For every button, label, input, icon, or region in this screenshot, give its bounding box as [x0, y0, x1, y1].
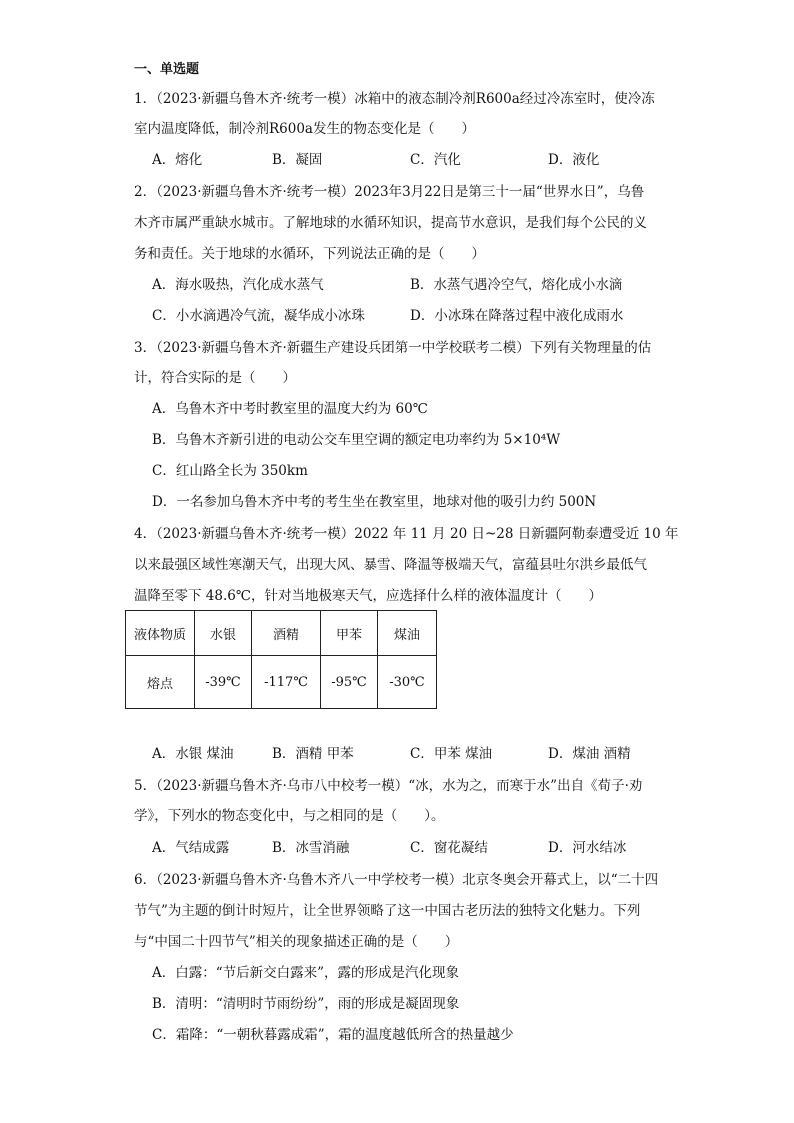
table-header-row	[126, 611, 437, 656]
question-4-line-3: 温降至零下 48.6℃，针对当地极寒天气，应选择什么样的液体温度计（ ）	[134, 588, 602, 604]
q3-option-c[interactable]: C．红山路全长为 350km	[152, 463, 308, 479]
q4-option-c[interactable]: C．甲苯 煤油	[410, 746, 493, 762]
question-4-line-2: 以来最强区域性寒潮天气，出现大风、暴雪、降温等极端天气，富蕴县吐尔洪乡最低气	[134, 557, 647, 573]
q2-option-a[interactable]: A．海水吸热，汽化成水蒸气	[152, 277, 324, 293]
q2-option-b[interactable]: B．水蒸气遇冷空气，熔化成小水滴	[410, 277, 623, 293]
q5-option-b[interactable]: B．冰雪消融	[272, 840, 350, 856]
table-header-cell: 甲苯	[321, 611, 378, 656]
table-header-cell: 酒精	[252, 611, 321, 656]
question-3-line-1: 3．（2023·新疆乌鲁木齐·新疆生产建设兵团第一中学校联考二模）下列有关物理量的估	[134, 340, 652, 356]
q4-option-d[interactable]: D．煤油 酒精	[548, 746, 631, 762]
question-1-line-2: 室内温度降低，制冷剂R600a发生的物态变化是（ ）	[134, 121, 475, 137]
table-header-cell: 液体物质	[126, 611, 195, 656]
q5-option-d[interactable]: D．河水结冰	[548, 840, 627, 856]
q1-option-d[interactable]: D．液化	[548, 152, 600, 168]
table-cell: -39℃	[195, 656, 252, 709]
question-4-line-1: 4．（2023·新疆乌鲁木齐·统考一模）2022 年 11 月 20 日~28 日新疆阿勒泰遭受近 10 年	[134, 526, 679, 542]
table-row	[126, 656, 437, 709]
question-6-line-2: 节气”为主题的倒计时短片，让全世界领略了这一中国古老历法的独特文化魅力。下列	[134, 903, 641, 919]
table-cell: -30℃	[378, 656, 437, 709]
q1-option-b[interactable]: B．凝固	[272, 152, 323, 168]
question-3-line-2: 计，符合实际的是（ ）	[134, 370, 296, 386]
question-2-line-1: 2．（2023·新疆乌鲁木齐·统考一模）2023年3月22日是第三十一届“世界水日”，乌鲁	[134, 184, 645, 200]
q2-option-c[interactable]: C．小水滴遇冷气流，凝华成小冰珠	[152, 308, 365, 324]
q3-option-b[interactable]: B．乌鲁木齐新引进的电动公交车里空调的额定电功率约为 5×10⁴W	[152, 432, 561, 448]
table-header-cell: 水银	[195, 611, 252, 656]
q1-option-c[interactable]: C．汽化	[410, 152, 461, 168]
q6-option-c[interactable]: C．霜降：“一朝秋暮露成霜”，霜的温度越低所含的热量越少	[152, 1027, 514, 1043]
question-6-line-1: 6．（2023·新疆乌鲁木齐·乌鲁木齐八一中学校考一模）北京冬奥会开幕式上，以“二十四	[134, 872, 659, 888]
q5-option-a[interactable]: A．气结成露	[152, 840, 230, 856]
question-2-line-3: 务和责任。关于地球的水循环，下列说法正确的是（ ）	[134, 246, 485, 262]
table-cell: 熔点	[126, 656, 195, 709]
table-cell: -117℃	[252, 656, 321, 709]
question-2-line-2: 木齐市属严重缺水城市。了解地球的水循环知识，提高节水意识，是我们每个公民的义	[134, 215, 647, 231]
q3-option-a[interactable]: A．乌鲁木齐中考时教室里的温度大约为 60℃	[152, 401, 428, 417]
melting-point-table	[125, 610, 437, 709]
q6-option-b[interactable]: B．清明：“清明时节雨纷纷”，雨的形成是凝固现象	[152, 996, 460, 1012]
q3-option-d[interactable]: D．一名参加乌鲁木齐中考的考生坐在教室里，地球对他的吸引力约 500N	[152, 494, 597, 510]
q2-option-d[interactable]: D．小冰珠在降落过程中液化成雨水	[410, 308, 624, 324]
question-1-line-1: 1．（2023·新疆乌鲁木齐·统考一模）冰箱中的液态制冷剂R600a经过冷冻室时，使冷冻	[134, 91, 655, 107]
section-title: 一、单选题	[134, 62, 200, 77]
question-5-line-1: 5．（2023·新疆乌鲁木齐·乌市八中校考一模）“冰，水为之，而寒于水”出自《荀子·劝	[134, 778, 643, 794]
q6-option-a[interactable]: A．白露：“节后新交白露来”，露的形成是汽化现象	[152, 965, 460, 981]
table-header-cell: 煤油	[378, 611, 437, 656]
table-cell: -95℃	[321, 656, 378, 709]
q1-option-a[interactable]: A．熔化	[152, 152, 203, 168]
q4-option-b[interactable]: B．酒精 甲苯	[272, 746, 354, 762]
q4-option-a[interactable]: A．水银 煤油	[152, 746, 234, 762]
q5-option-c[interactable]: C．窗花凝结	[410, 840, 488, 856]
question-6-line-3: 与“中国二十四节气”相关的现象描述正确的是（ ）	[134, 934, 459, 950]
question-5-line-2: 学》，下列水的物态变化中，与之相同的是（ ）。	[134, 808, 445, 824]
